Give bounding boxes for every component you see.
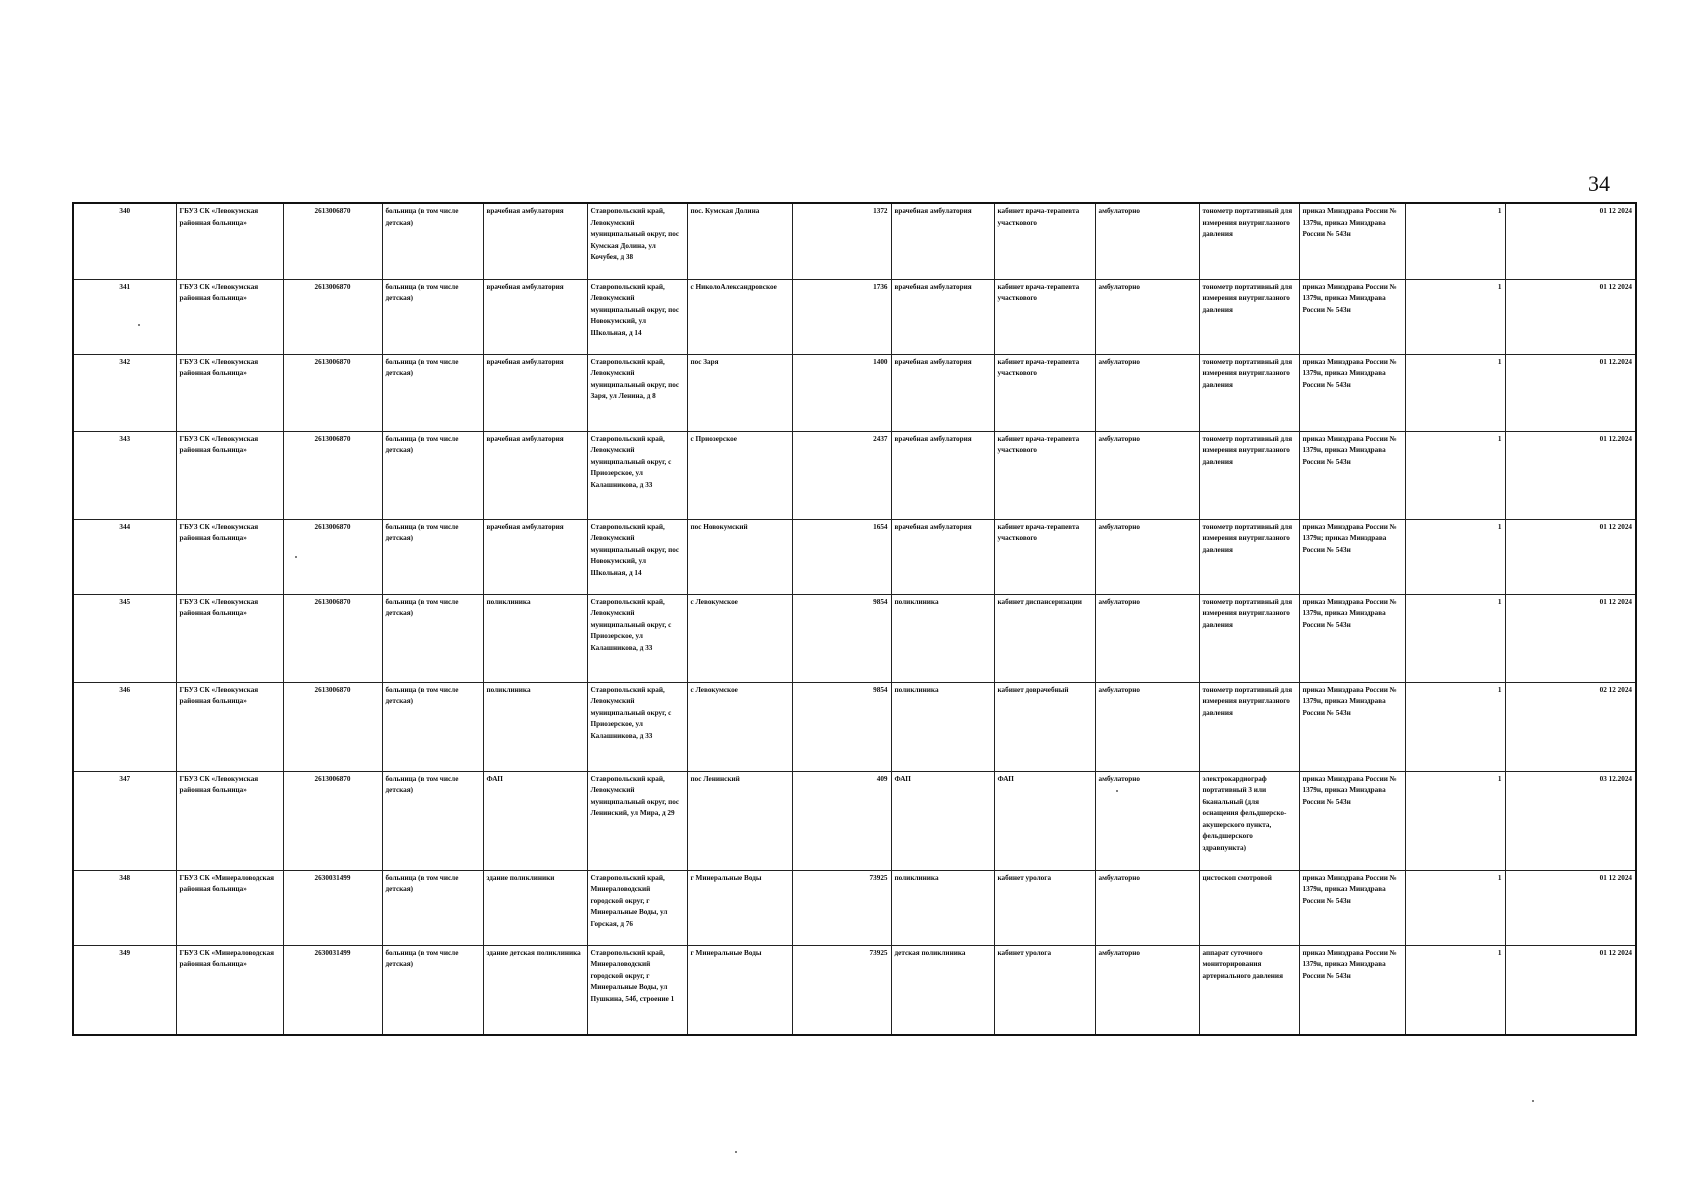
cell-division: врачебная амбулатория <box>891 203 994 279</box>
cell-care: амбулаторно <box>1095 203 1199 279</box>
cell-equipment: тонометр портативный для измерения внутриглазного давления <box>1199 354 1299 431</box>
scan-speck <box>1116 790 1118 792</box>
table-row <box>73 870 1636 945</box>
cell-type: больница (в том числе детская) <box>382 354 483 431</box>
cell-population: 2437 <box>792 431 891 519</box>
cell-population: 9854 <box>792 594 891 682</box>
cell-population: 1400 <box>792 354 891 431</box>
cell-unit: врачебная амбулатория <box>483 279 587 354</box>
cell-address: Ставропольский край, Левокумский муниципальный округ, пос Новокумский, ул Школьная, д 14 <box>587 279 687 354</box>
cell-locality: пос Заря <box>687 354 792 431</box>
cell-count: 1 <box>1405 279 1505 354</box>
cell-num: 344 <box>73 519 176 594</box>
cell-num: 348 <box>73 870 176 945</box>
cell-unit: ФАП <box>483 771 587 870</box>
cell-division: поликлиника <box>891 594 994 682</box>
cell-address: Ставропольский край, Левокумский муниципальный округ, пос Заря, ул Ленина, д 8 <box>587 354 687 431</box>
cell-care: амбулаторно <box>1095 519 1199 594</box>
cell-cabinet: кабинет доврачебный <box>994 682 1095 771</box>
cell-locality: г Минеральные Воды <box>687 945 792 1035</box>
cell-equipment: электрокардиограф портативный 3 или 6канальный (для оснащения фельдшерско-акушерского пункта, фельдшерского здравпункта) <box>1199 771 1299 870</box>
cell-date: 02 12 2024 <box>1505 682 1636 771</box>
cell-population: 73925 <box>792 945 891 1035</box>
cell-division: врачебная амбулатория <box>891 519 994 594</box>
cell-population: 409 <box>792 771 891 870</box>
cell-count: 1 <box>1405 945 1505 1035</box>
cell-inn: 2613006870 <box>283 431 382 519</box>
table-row <box>73 594 1636 682</box>
cell-equipment: цистоскоп смотровой <box>1199 870 1299 945</box>
cell-address: Ставропольский край, Левокумский муниципальный округ, пос Кумская Долина, ул Кочубея, д 38 <box>587 203 687 279</box>
cell-division: поликлиника <box>891 870 994 945</box>
cell-count: 1 <box>1405 870 1505 945</box>
cell-locality: пос. Кумская Долина <box>687 203 792 279</box>
cell-address: Ставропольский край, Левокумский муниципальный округ, пос Новокумский, ул Школьная, д 14 <box>587 519 687 594</box>
cell-num: 340 <box>73 203 176 279</box>
cell-inn: 2630031499 <box>283 870 382 945</box>
cell-cabinet: кабинет диспансеризации <box>994 594 1095 682</box>
cell-org: ГБУЗ СК «Левокумская районная больница» <box>176 431 283 519</box>
cell-date: 03 12.2024 <box>1505 771 1636 870</box>
cell-org: ГБУЗ СК «Левокумская районная больница» <box>176 594 283 682</box>
cell-population: 1736 <box>792 279 891 354</box>
cell-locality: с Приозерское <box>687 431 792 519</box>
cell-order: приказ Минздрава России № 1379н, приказ Минздрава России № 543н <box>1299 594 1405 682</box>
cell-equipment: тонометр портативный для измерения внутриглазного давления <box>1199 682 1299 771</box>
cell-date: 01 12 2024 <box>1505 519 1636 594</box>
cell-address: Ставропольский край, Левокумский муниципальный округ, с Приозерское, ул Калашникова, д 33 <box>587 431 687 519</box>
cell-care: амбулаторно <box>1095 945 1199 1035</box>
cell-org: ГБУЗ СК «Левокумская районная больница» <box>176 279 283 354</box>
cell-type: больница (в том числе детская) <box>382 682 483 771</box>
cell-unit: поликлиника <box>483 682 587 771</box>
cell-care: амбулаторно <box>1095 431 1199 519</box>
cell-org: ГБУЗ СК «Левокумская районная больница» <box>176 203 283 279</box>
cell-date: 01 12 2024 <box>1505 594 1636 682</box>
cell-count: 1 <box>1405 431 1505 519</box>
cell-population: 1372 <box>792 203 891 279</box>
cell-num: 349 <box>73 945 176 1035</box>
cell-type: больница (в том числе детская) <box>382 771 483 870</box>
cell-equipment: тонометр портативный для измерения внутриглазного давления <box>1199 279 1299 354</box>
cell-unit: врачебная амбулатория <box>483 354 587 431</box>
cell-inn: 2613006870 <box>283 594 382 682</box>
cell-care: амбулаторно <box>1095 354 1199 431</box>
cell-care: амбулаторно <box>1095 594 1199 682</box>
cell-date: 01 12.2024 <box>1505 354 1636 431</box>
cell-type: больница (в том числе детская) <box>382 519 483 594</box>
table-row <box>73 945 1636 1035</box>
cell-num: 341 <box>73 279 176 354</box>
table-row <box>73 279 1636 354</box>
cell-equipment: тонометр портативный для измерения внутриглазного давления <box>1199 519 1299 594</box>
cell-address: Ставропольский край, Левокумский муниципальный округ, пос Ленинский, ул Мира, д 29 <box>587 771 687 870</box>
cell-unit: врачебная амбулатория <box>483 519 587 594</box>
page-number: 34 <box>1588 171 1610 196</box>
cell-date: 01 12 2024 <box>1505 945 1636 1035</box>
cell-cabinet: кабинет врача-терапевта участкового <box>994 279 1095 354</box>
cell-date: 01 12 2024 <box>1505 279 1636 354</box>
cell-order: приказ Минздрава России № 1379н, приказ Минздрава России № 543н <box>1299 771 1405 870</box>
cell-unit: здание поликлиники <box>483 870 587 945</box>
cell-count: 1 <box>1405 682 1505 771</box>
cell-cabinet: кабинет врача-терапевта участкового <box>994 203 1095 279</box>
cell-locality: пос Ленинский <box>687 771 792 870</box>
cell-org: ГБУЗ СК «Левокумская районная больница» <box>176 771 283 870</box>
table-row <box>73 771 1636 870</box>
cell-count: 1 <box>1405 771 1505 870</box>
cell-date: 01 12.2024 <box>1505 431 1636 519</box>
cell-cabinet: кабинет уролога <box>994 870 1095 945</box>
table-row <box>73 431 1636 519</box>
cell-org: ГБУЗ СК «Минераловодская районная больница» <box>176 945 283 1035</box>
cell-inn: 2630031499 <box>283 945 382 1035</box>
cell-unit: здание детская поликлиника <box>483 945 587 1035</box>
cell-division: врачебная амбулатория <box>891 279 994 354</box>
cell-cabinet: кабинет уролога <box>994 945 1095 1035</box>
cell-order: приказ Минздрава России № 1379н; приказ Минздрава России № 543н <box>1299 519 1405 594</box>
cell-type: больница (в том числе детская) <box>382 870 483 945</box>
scan-speck <box>735 1151 737 1153</box>
cell-cabinet: кабинет врача-терапевта участкового <box>994 519 1095 594</box>
cell-order: приказ Минздрава России № 1379н, приказ Минздрава России № 543н <box>1299 431 1405 519</box>
cell-order: приказ Минздрава России № 1379н, приказ Минздрава России № 543н <box>1299 682 1405 771</box>
cell-type: больница (в том числе детская) <box>382 594 483 682</box>
cell-population: 9854 <box>792 682 891 771</box>
cell-division: врачебная амбулатория <box>891 354 994 431</box>
cell-locality: пос Новокумский <box>687 519 792 594</box>
cell-num: 346 <box>73 682 176 771</box>
cell-order: приказ Минздрава России № 1379н, приказ Минздрава России № 543н <box>1299 203 1405 279</box>
cell-equipment: тонометр портативный для измерения внутриглазного давления <box>1199 431 1299 519</box>
cell-order: приказ Минздрава России № 1379н, приказ Минздрава России № 543н <box>1299 870 1405 945</box>
scan-speck <box>1532 1100 1534 1102</box>
scan-speck <box>295 556 297 558</box>
table-row <box>73 203 1636 279</box>
cell-inn: 2613006870 <box>283 771 382 870</box>
cell-division: поликлиника <box>891 682 994 771</box>
cell-type: больница (в том числе детская) <box>382 279 483 354</box>
cell-equipment: тонометр портативный для измерения внутриглазного давления <box>1199 203 1299 279</box>
cell-equipment: аппарат суточного мониторирования артериального давления <box>1199 945 1299 1035</box>
cell-org: ГБУЗ СК «Левокумская районная больница» <box>176 682 283 771</box>
cell-address: Ставропольский край, Левокумский муниципальный округ, с Приозерское, ул Калашникова, д 33 <box>587 594 687 682</box>
cell-count: 1 <box>1405 354 1505 431</box>
cell-num: 343 <box>73 431 176 519</box>
cell-inn: 2613006870 <box>283 519 382 594</box>
cell-num: 347 <box>73 771 176 870</box>
cell-care: амбулаторно <box>1095 682 1199 771</box>
cell-order: приказ Минздрава России № 1379н, приказ Минздрава России № 543н <box>1299 945 1405 1035</box>
cell-locality: с НиколоАлександровское <box>687 279 792 354</box>
cell-unit: врачебная амбулатория <box>483 203 587 279</box>
cell-num: 345 <box>73 594 176 682</box>
cell-care: амбулаторно <box>1095 870 1199 945</box>
cell-date: 01 12 2024 <box>1505 870 1636 945</box>
cell-order: приказ Минздрава России № 1379н, приказ Минздрава России № 543н <box>1299 354 1405 431</box>
cell-org: ГБУЗ СК «Левокумская районная больница» <box>176 519 283 594</box>
cell-unit: поликлиника <box>483 594 587 682</box>
cell-care: амбулаторно <box>1095 279 1199 354</box>
cell-inn: 2613006870 <box>283 203 382 279</box>
cell-cabinet: кабинет врача-терапевта участкового <box>994 354 1095 431</box>
cell-inn: 2613006870 <box>283 279 382 354</box>
cell-org: ГБУЗ СК «Левокумская районная больница» <box>176 354 283 431</box>
cell-count: 1 <box>1405 519 1505 594</box>
cell-equipment: тонометр портативный для измерения внутриглазного давления <box>1199 594 1299 682</box>
table-row <box>73 519 1636 594</box>
cell-count: 1 <box>1405 203 1505 279</box>
cell-population: 1654 <box>792 519 891 594</box>
cell-population: 73925 <box>792 870 891 945</box>
cell-org: ГБУЗ СК «Минераловодская районная больница» <box>176 870 283 945</box>
equipment-table <box>72 202 1637 1036</box>
cell-division: врачебная амбулатория <box>891 431 994 519</box>
cell-unit: врачебная амбулатория <box>483 431 587 519</box>
cell-num: 342 <box>73 354 176 431</box>
cell-address: Ставропольский край, Левокумский муниципальный округ, с Приозерское, ул Калашникова, д 33 <box>587 682 687 771</box>
cell-type: больница (в том числе детская) <box>382 431 483 519</box>
cell-locality: с Левокумское <box>687 682 792 771</box>
cell-inn: 2613006870 <box>283 354 382 431</box>
cell-date: 01 12 2024 <box>1505 203 1636 279</box>
scan-speck <box>138 324 140 326</box>
cell-count: 1 <box>1405 594 1505 682</box>
cell-type: больница (в том числе детская) <box>382 203 483 279</box>
cell-inn: 2613006870 <box>283 682 382 771</box>
cell-care: амбулаторно <box>1095 771 1199 870</box>
cell-cabinet: кабинет врача-терапевта участкового <box>994 431 1095 519</box>
cell-order: приказ Минздрава России № 1379н, приказ Минздрава России № 543н <box>1299 279 1405 354</box>
cell-address: Ставропольский край, Минераловодский городской округ, г Минеральные Воды, ул Горская, д 76 <box>587 870 687 945</box>
table-row <box>73 682 1636 771</box>
table-row <box>73 354 1636 431</box>
cell-division: детская поликлиника <box>891 945 994 1035</box>
cell-cabinet: ФАП <box>994 771 1095 870</box>
cell-address: Ставропольский край, Минераловодский городской округ, г Минеральные Воды, ул Пушкина, 54б, строение 1 <box>587 945 687 1035</box>
cell-locality: г Минеральные Воды <box>687 870 792 945</box>
cell-division: ФАП <box>891 771 994 870</box>
cell-locality: с Левокумское <box>687 594 792 682</box>
cell-type: больница (в том числе детская) <box>382 945 483 1035</box>
